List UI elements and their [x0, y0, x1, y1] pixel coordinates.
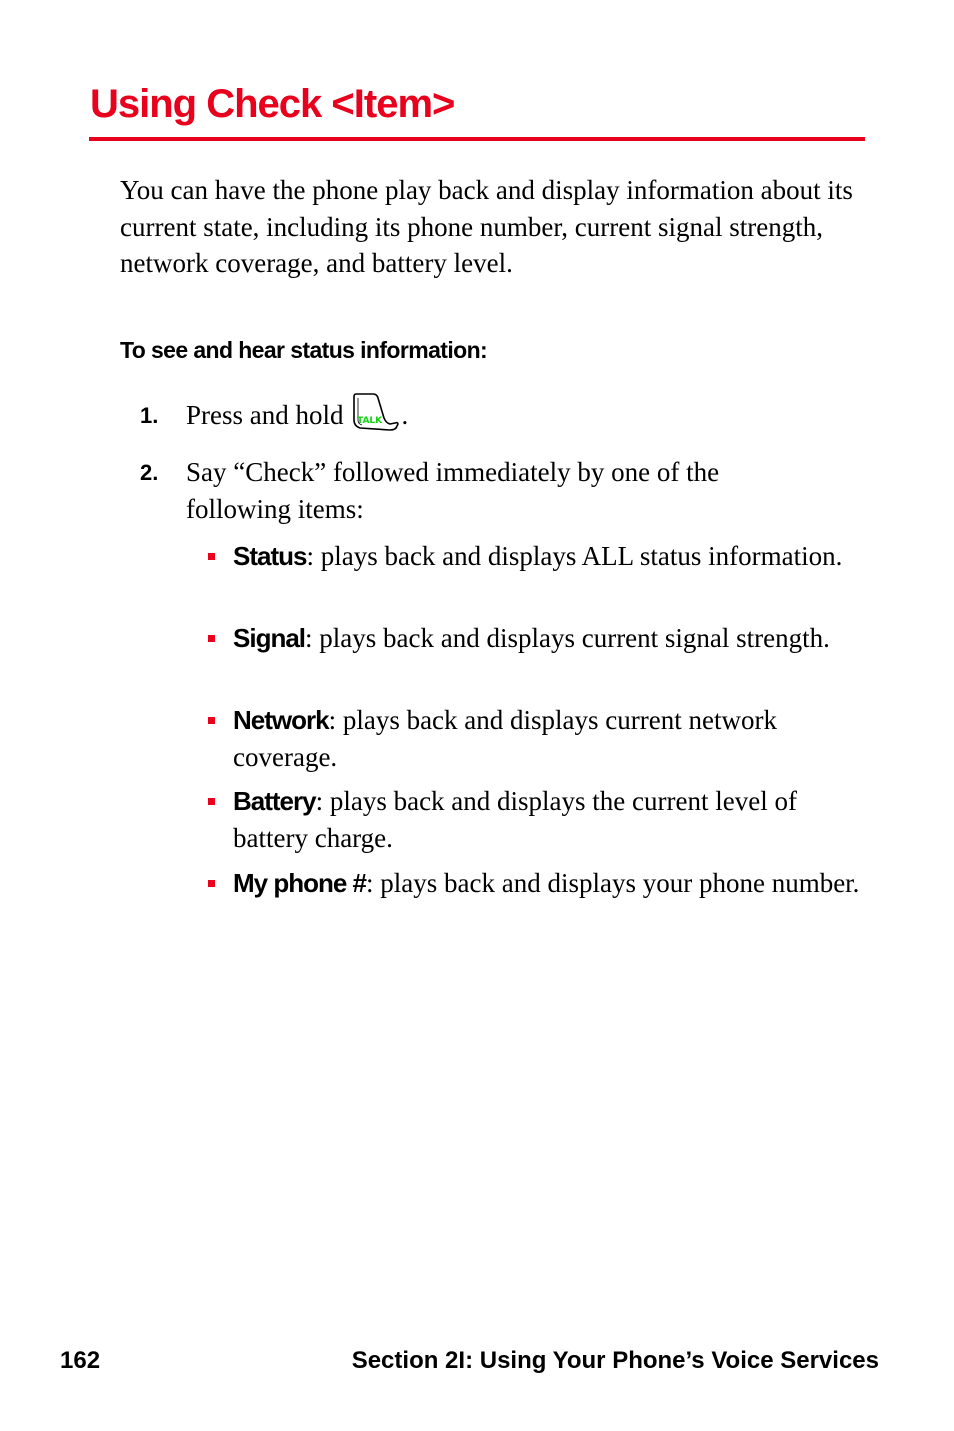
item-description: : plays back and displays ALL status information. [306, 541, 843, 571]
talk-key-icon [350, 390, 400, 436]
item-term: Network [233, 705, 329, 735]
intro-paragraph: You can have the phone play back and display information about its current state, including its phone number, current signal strength, network coverage, and battery level. [120, 175, 853, 278]
item-description: : plays back and displays current signal strength. [305, 623, 830, 653]
step-text: Press and hold TALK . [186, 397, 826, 436]
item-term: Signal [233, 623, 306, 653]
page-number: 162 [60, 1347, 101, 1374]
item-description: : plays back and displays the current level of battery charge. [233, 786, 797, 853]
bullet-icon [208, 635, 215, 642]
bullet-icon [208, 553, 215, 560]
item-term: My phone # [233, 868, 367, 898]
title-rule [89, 137, 865, 141]
item-term: Status [233, 541, 307, 571]
procedure-heading: To see and hear status information: [120, 337, 488, 363]
bullet-icon [208, 717, 215, 724]
item-description: : plays back and displays your phone number. [366, 868, 860, 898]
page-title: Using Check <Item> [90, 82, 455, 126]
item-description: : plays back and displays current network coverage. [233, 705, 777, 772]
bullet-icon [208, 880, 215, 887]
item-term: Battery [233, 786, 316, 816]
section-title: Section 2I: Using Your Phone’s Voice Services [351, 1347, 879, 1374]
bullet-icon [208, 798, 215, 805]
step-text: Say “Check” followed immediately by one of the following items: [186, 457, 720, 524]
svg-text:TALK: TALK [356, 415, 382, 426]
step-number: 2. [140, 460, 159, 485]
step-number: 1. [140, 403, 159, 428]
